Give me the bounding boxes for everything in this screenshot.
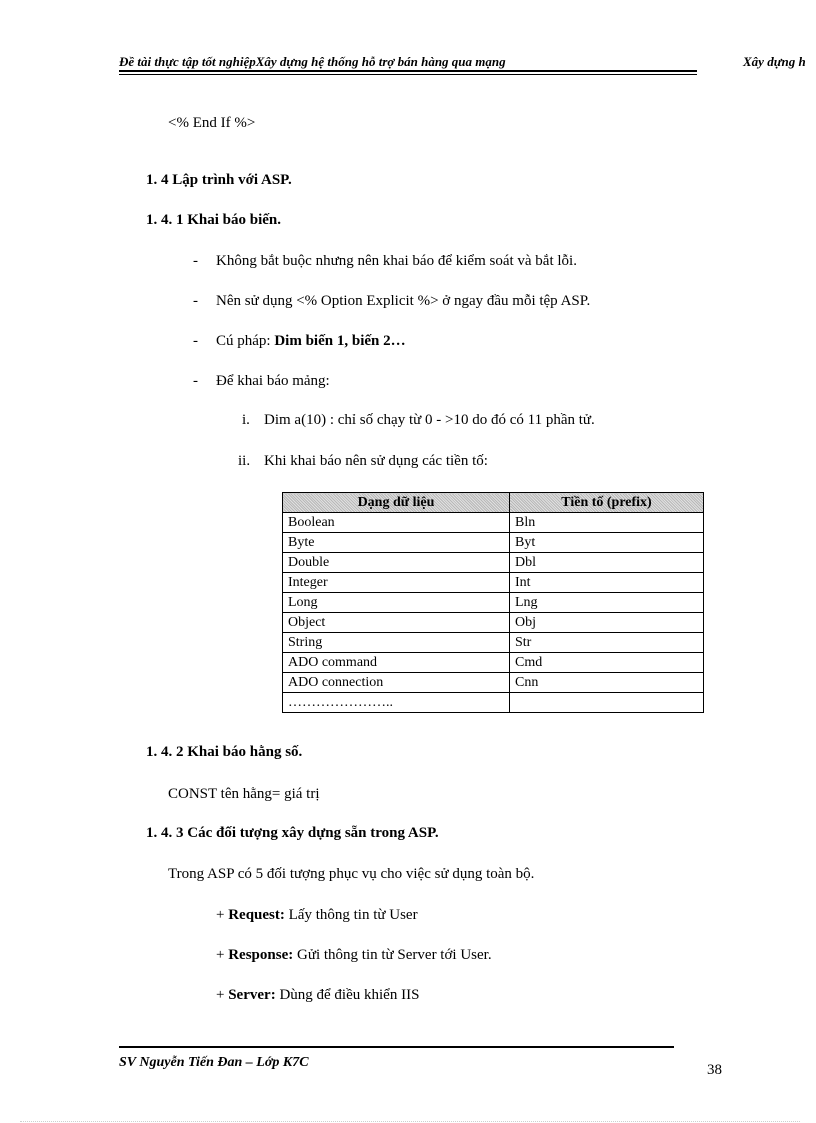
table-row [283,633,704,653]
table-cell: Int [510,573,704,593]
table-row [283,613,704,633]
table-row [283,693,704,713]
roman-item: Dim a(10) : chỉ số chạy từ 0 - >10 do đó có 11 phần tử. [264,412,595,428]
object-name: Response: [228,947,294,963]
prefix-table [282,492,704,713]
table-cell: Str [510,633,704,653]
header-rule-top [119,70,697,72]
table-header-cell: Tiền tố (prefix) [510,493,704,513]
footer-rule [119,1046,674,1048]
section-1-4-2-heading: 1. 4. 2 Khai báo hằng số. [146,744,303,760]
header-rule-bottom [119,74,697,75]
section-1-4-heading: 1. 4 Lập trình với ASP. [146,172,292,188]
table-cell: Object [283,613,510,633]
table-header-row [283,493,704,513]
bullet-item: Không bắt buộc nhưng nên khai báo để kiểm soát và bắt lỗi. [216,253,577,269]
table-cell: Dbl [510,553,704,573]
table-cell [510,693,704,713]
table-row [283,533,704,553]
end-if-code: <% End If %> [168,115,256,131]
table-cell: Byt [510,533,704,553]
table-cell: Boolean [283,513,510,533]
bullet-dash: - [193,293,198,309]
table-row [283,673,704,693]
object-desc: Lấy thông tin từ User [284,907,418,923]
syntax-label: Cú pháp: [216,333,275,349]
object-name: Request: [228,907,285,923]
table-row [283,553,704,573]
bullet-dash: - [193,253,198,269]
bullet-item: Để khai báo mảng: [216,373,330,389]
object-item-response: + Response: Gửi thông tin từ Server tới User. [216,947,492,963]
table-cell: Byte [283,533,510,553]
page-edge-divider [20,1121,800,1122]
footer-student: SV Nguyễn Tiến Đan – Lớp K7C [119,1055,309,1070]
table-cell: Obj [510,613,704,633]
object-item-request: + Request: Lấy thông tin từ User [216,907,418,923]
table-cell: Cnn [510,673,704,693]
objects-intro: Trong ASP có 5 đối tượng phục vụ cho việc sử dụng toàn bộ. [168,866,535,882]
table-row [283,653,704,673]
section-1-4-1-heading: 1. 4. 1 Khai báo biến. [146,212,282,228]
table-cell: ADO command [283,653,510,673]
object-desc: Dùng để điều khiển IIS [275,987,420,1003]
syntax-value: Dim biến 1, biến 2… [274,333,406,349]
table-header-cell: Dạng dữ liệu [283,493,510,513]
bullet-dash: - [193,333,198,349]
table-cell: Lng [510,593,704,613]
table-row [283,513,704,533]
table-cell: ………………….. [283,693,510,713]
bullet-item [216,333,406,350]
object-desc: Gửi thông tin từ Server tới User. [293,947,492,963]
bullet-item: Nên sử dụng <% Option Explicit %> ở ngay đầu mỗi tệp ASP. [216,293,591,309]
bullet-dash: - [193,373,198,389]
section-1-4-3-heading: 1. 4. 3 Các đối tượng xây dựng sẵn trong ASP. [146,825,439,841]
header-right-title: Xây dựng h [743,54,806,69]
table-cell: Cmd [510,653,704,673]
table-cell: Long [283,593,510,613]
table-cell: ADO connection [283,673,510,693]
table-cell: Double [283,553,510,573]
roman-numeral: ii. [238,453,251,469]
const-syntax: CONST tên hằng= giá trị [168,786,320,802]
object-item-server: + Server: Dùng để điều khiển IIS [216,987,420,1003]
header-title: Đề tài thực tập tốt nghiệpXây dựng hệ thống hỗ trợ bán hàng qua mạng [119,54,506,69]
table-cell: String [283,633,510,653]
page-number: 38 [707,1062,722,1078]
roman-item: Khi khai báo nên sử dụng các tiền tố: [264,453,488,469]
roman-numeral: i. [242,412,250,428]
table-row [283,573,704,593]
table-cell: Bln [510,513,704,533]
table-row [283,593,704,613]
object-name: Server: [228,987,276,1003]
table-cell: Integer [283,573,510,593]
